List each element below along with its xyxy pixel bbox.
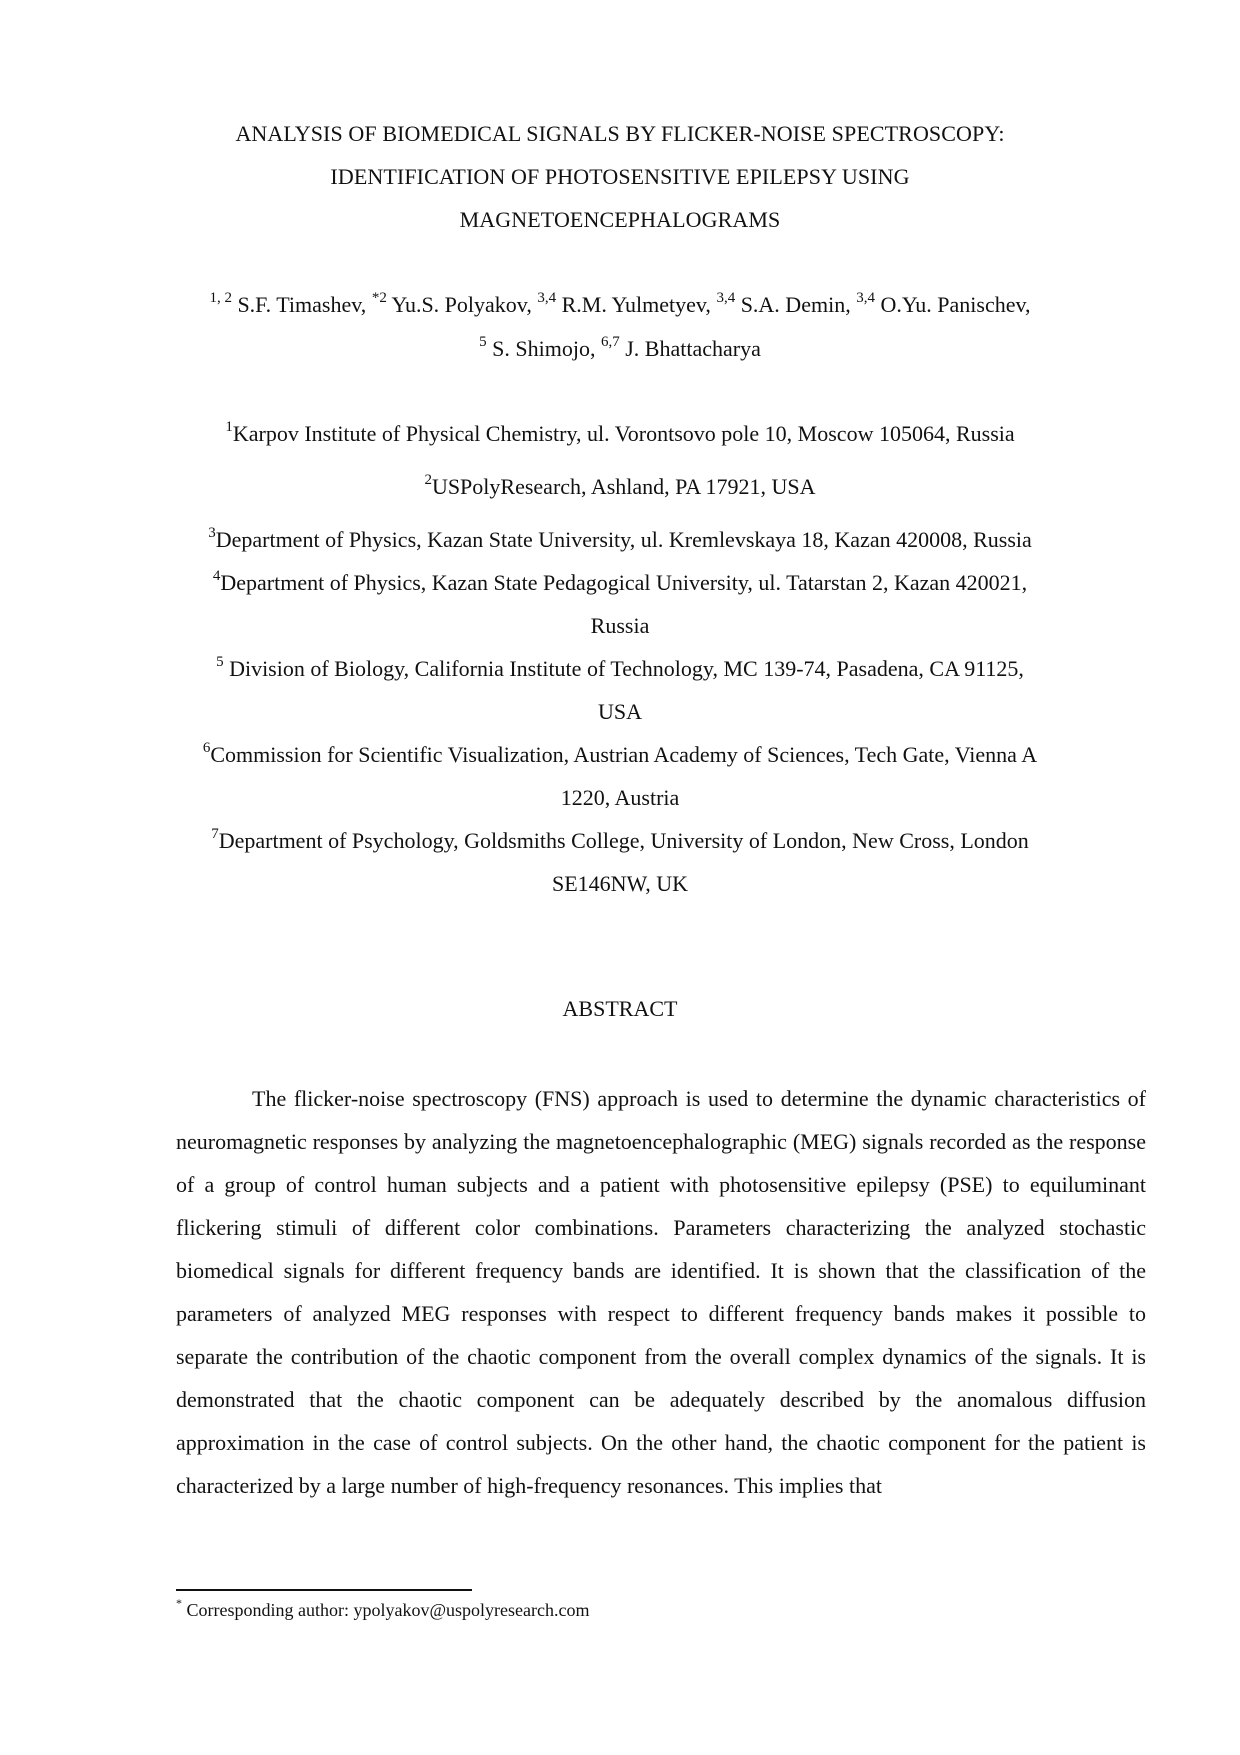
- affiliation-text: Commission for Scientific Visualization, Austrian Academy of Sciences, Tech Gate, Vienna A: [210, 742, 1038, 767]
- author-name: S. Shimojo,: [492, 336, 596, 361]
- affiliation-2: [140, 465, 1100, 508]
- author-sup: 5: [479, 333, 487, 350]
- affiliation-7: [140, 819, 1100, 905]
- affiliation-sup: 1: [225, 418, 233, 435]
- affiliation-sup: 5: [216, 653, 224, 670]
- author-name: R.M. Yulmetyev,: [561, 292, 711, 317]
- affiliation-text: Department of Physics, Kazan State Pedagogical University, ul. Tatarstan 2, Kazan 420021,: [220, 570, 1028, 595]
- affiliation-sup: 2: [424, 471, 432, 488]
- author-sup: 6,7: [600, 333, 620, 350]
- title-line: ANALYSIS OF BIOMEDICAL SIGNALS BY FLICKER-NOISE SPECTROSCOPY:: [235, 121, 1005, 146]
- abstract-paragraph: The flicker-noise spectroscopy (FNS) approach is used to determine the dynamic characteristics of neuromagnetic responses by analyzing the magnetoencephalographic (MEG) signals recorded as the response of a group of control human subjects and a patient with photosensitive epilepsy (PSE) to equiluminant flickering stimuli of different color combinations. Parameters characterizing the analyzed stochastic biomedical signals for different frequency bands are identified. It is shown that the classification of the parameters of analyzed MEG responses with respect to different frequency bands makes it possible to separate the contribution of the chaotic component from the overall complex dynamics of the signals. It is demonstrated that the chaotic component can be adequately described by the anomalous diffusion approximation in the case of control subjects. On the other hand, the chaotic component for the patient is characterized by a large number of high-frequency resonances. This implies that: [176, 1086, 1146, 1498]
- footnote-rule: [176, 1589, 472, 1591]
- affiliation-text: Department of Physics, Kazan State University, ul. Kremlevskaya 18, Kazan 420008, Russia: [215, 527, 1032, 552]
- affiliation-6: [140, 733, 1100, 819]
- affiliation-list: [140, 412, 1100, 905]
- affiliation-1: [140, 412, 1100, 455]
- author-sup: *2: [371, 289, 387, 306]
- affiliation-text-cont: Russia: [590, 613, 650, 638]
- affiliation-sup: 6: [202, 739, 211, 756]
- affiliation-text: Division of Biology, California Institute of Technology, MC 139-74, Pasadena, CA 91125,: [223, 656, 1024, 681]
- affiliation-sup: 4: [212, 567, 221, 584]
- footnote: [176, 1597, 1076, 1623]
- affiliation-sup: 3: [208, 524, 216, 541]
- title-line: IDENTIFICATION OF PHOTOSENSITIVE EPILEPSY USING: [330, 164, 910, 189]
- author-name: S.A. Demin,: [740, 292, 851, 317]
- affiliation-4: [140, 561, 1100, 647]
- author-line: [140, 283, 1100, 327]
- affiliation-text: USPolyResearch, Ashland, PA 17921, USA: [431, 474, 816, 499]
- affiliation-text: Department of Psychology, Goldsmiths College, University of London, New Cross, London: [218, 828, 1029, 853]
- paper-title: [160, 112, 1080, 241]
- author-sup: 3,4: [537, 289, 557, 306]
- affiliation-text-cont: 1220, Austria: [560, 785, 680, 810]
- affiliation-text-cont: USA: [597, 699, 642, 724]
- abstract-body: [176, 1077, 1146, 1507]
- author-sup: 1, 2: [209, 289, 232, 306]
- footnote-mark: *: [176, 1596, 182, 1610]
- abstract-heading: ABSTRACT: [562, 996, 678, 1021]
- author-sup: 3,4: [856, 289, 875, 306]
- affiliation-text: Karpov Institute of Physical Chemistry, ul. Vorontsovo pole 10, Moscow 105064, Russia: [232, 421, 1015, 446]
- affiliation-3: [140, 518, 1100, 561]
- author-list: [140, 283, 1100, 371]
- affiliation-sup: 7: [211, 825, 219, 842]
- author-name: S.F. Timashev,: [237, 292, 367, 317]
- footnote-text: Corresponding author: ypolyakov@uspolyresearch.com: [186, 1600, 590, 1620]
- author-name: Yu.S. Polyakov,: [391, 292, 532, 317]
- affiliation-5: [140, 647, 1100, 733]
- author-name: O.Yu. Panischev,: [880, 292, 1031, 317]
- author-line: [140, 327, 1100, 371]
- affiliation-text-cont: SE146NW, UK: [551, 871, 689, 896]
- author-name: J. Bhattacharya: [625, 336, 761, 361]
- title-line: MAGNETOENCEPHALOGRAMS: [459, 207, 781, 232]
- author-sup: 3,4: [716, 289, 736, 306]
